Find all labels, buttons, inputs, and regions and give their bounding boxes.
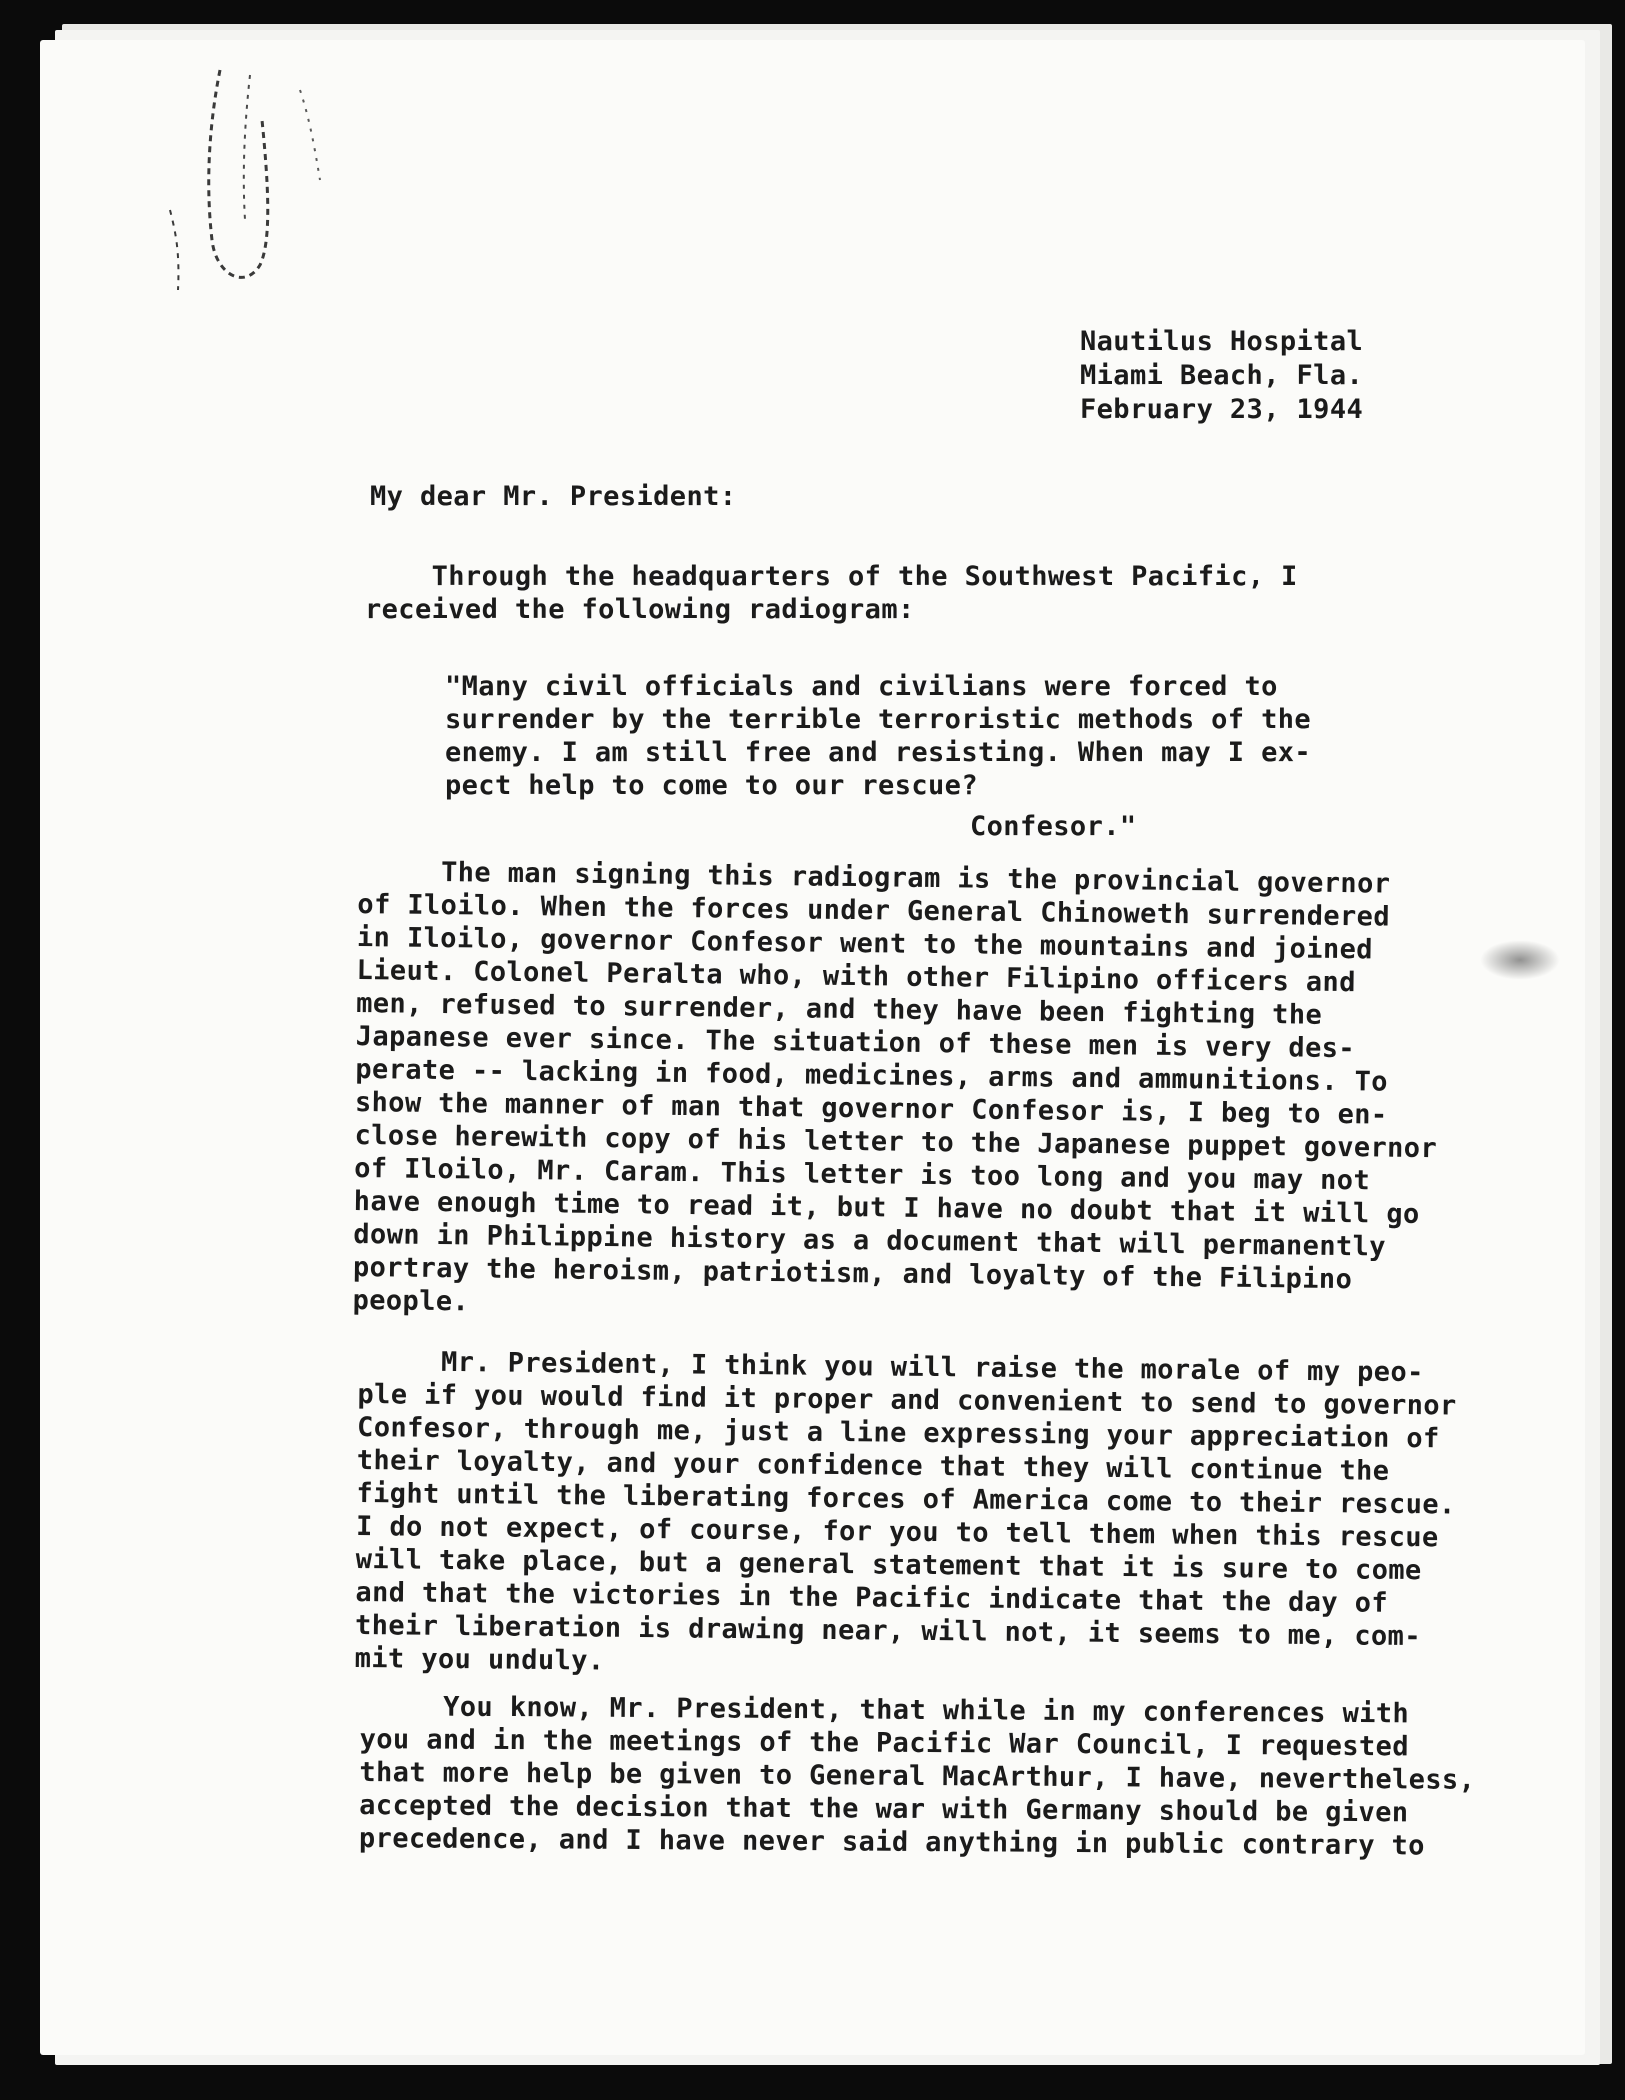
letterhead xyxy=(1080,325,1363,427)
letterhead-line-2: Miami Beach, Fla. xyxy=(1080,360,1364,391)
paragraph-2: The man signing this radiogram is the provincial governor of Iloilo. When the forces under General Chinoweth surrendered in Iloilo, governor Confesor went to the mountains and joined Lieut. Colonel Peralta who, with other Filipino officers and men, refused to surrender, and they have been fighting the Japanese ever since. The situation of these men is very des- perate -- lacking in food, medicines, arms and ammunitions. To show the manner of man that governor Confesor is, I beg to en- close herewith copy of his letter to the Japanese puppet governor of Iloilo, Mr. Caram. This letter is too long and you may not have enough time to read it, but I have no doubt that it will go down in Philippine history as a document that will permanently portray the heroism, patriotism, and loyalty of the Filipino people. xyxy=(352,855,1438,1318)
paragraph-4: You know, Mr. President, that while in my conferences with you and in the meetings of the Pacific War Council, I requested that more help be given to General MacArthur, I have, nevertheless, accepted the decision that the war with Germany should be given precedence, and I have never said anything in public contrary to xyxy=(358,1691,1476,1862)
radiogram-signature: Confesor." xyxy=(970,811,1137,842)
paragraph-3: Mr. President, I think you will raise the morale of my peo- ple if you would find it proper and convenient to send to governor Confesor, through me, just a line expressing your appreciation of their loyalty, and your confidence that they will continue the fight until the liberating forces of America come to their rescue. I do not expect, of course, for you to tell them when this rescue will take place, but a general statement that it is sure to come and that the victories in the Pacific indicate that the day of their liberation is drawing near, will not, it seems to me, com- mit you unduly. xyxy=(354,1346,1457,1677)
letter-page xyxy=(40,40,1585,2055)
paragraph-1: Through the headquarters of the Southwest Pacific, I received the following radiogram: xyxy=(365,561,1298,625)
paper-clip-mark xyxy=(150,60,350,320)
ink-smudge xyxy=(1480,940,1560,980)
letterhead-line-1: Nautilus Hospital xyxy=(1080,326,1364,357)
radiogram-quote: "Many civil officials and civilians were forced to surrender by the terrible terroristic methods of the enemy. I am still free and resisting. When may I ex- pect help to come to our rescue? xyxy=(445,671,1312,801)
letterhead-date: February 23, 1944 xyxy=(1080,394,1364,425)
salutation: My dear Mr. President: xyxy=(370,481,737,512)
